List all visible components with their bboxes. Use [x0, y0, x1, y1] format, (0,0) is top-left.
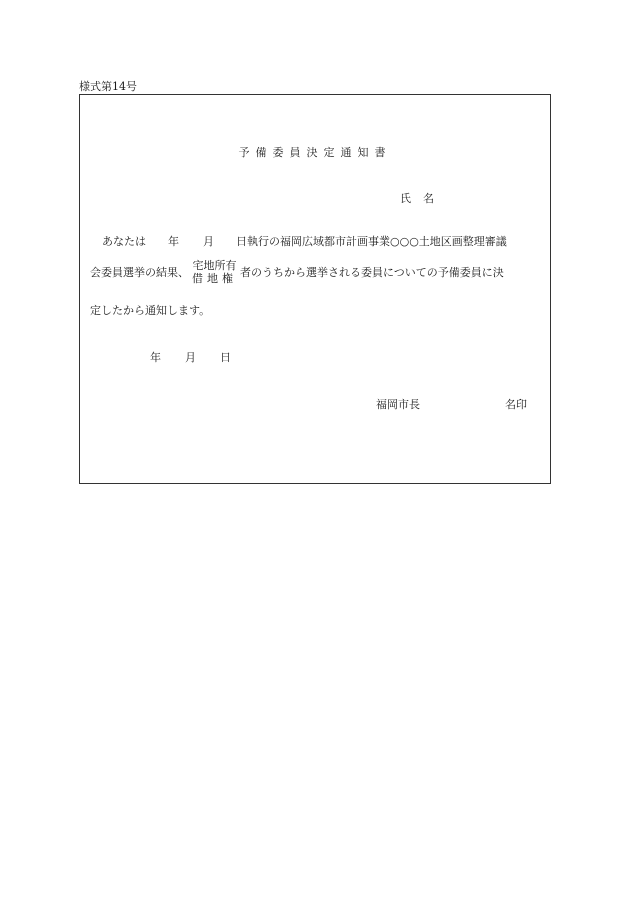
- date-month-unit: 月: [185, 351, 196, 364]
- owner-category-stack: [192, 259, 237, 285]
- issue-date: [150, 351, 231, 364]
- notice-frame: [79, 94, 551, 484]
- form-number: 様式第14号: [79, 80, 137, 93]
- body-line-1: [102, 235, 507, 248]
- body-line-2: [90, 259, 540, 285]
- date-day-unit: 日: [220, 351, 231, 364]
- body-intro: あなたは: [102, 235, 146, 248]
- body-line-2-rest: 者のうちから選挙される委員についての予備委員に決: [240, 265, 504, 279]
- date-year-unit: 年: [150, 351, 161, 364]
- category-leaseholder: 借地権: [192, 272, 237, 285]
- category-landowner: 宅地所有: [192, 259, 237, 272]
- body-month-unit: 月: [203, 235, 214, 248]
- document-title: 予備委員決定通知書: [238, 146, 392, 159]
- body-line-2-start: 会委員選挙の結果、: [90, 265, 189, 279]
- seal-label: 名印: [505, 398, 527, 411]
- body-year-unit: 年: [168, 235, 179, 248]
- body-line-1-rest: 日執行の福岡広域都市計画事業○○○土地区画整理審議: [236, 235, 507, 248]
- body-line-3: 定したから通知します。: [90, 304, 211, 317]
- recipient-name-label: 氏名: [400, 192, 446, 205]
- issuer-title: 福岡市長: [376, 398, 420, 411]
